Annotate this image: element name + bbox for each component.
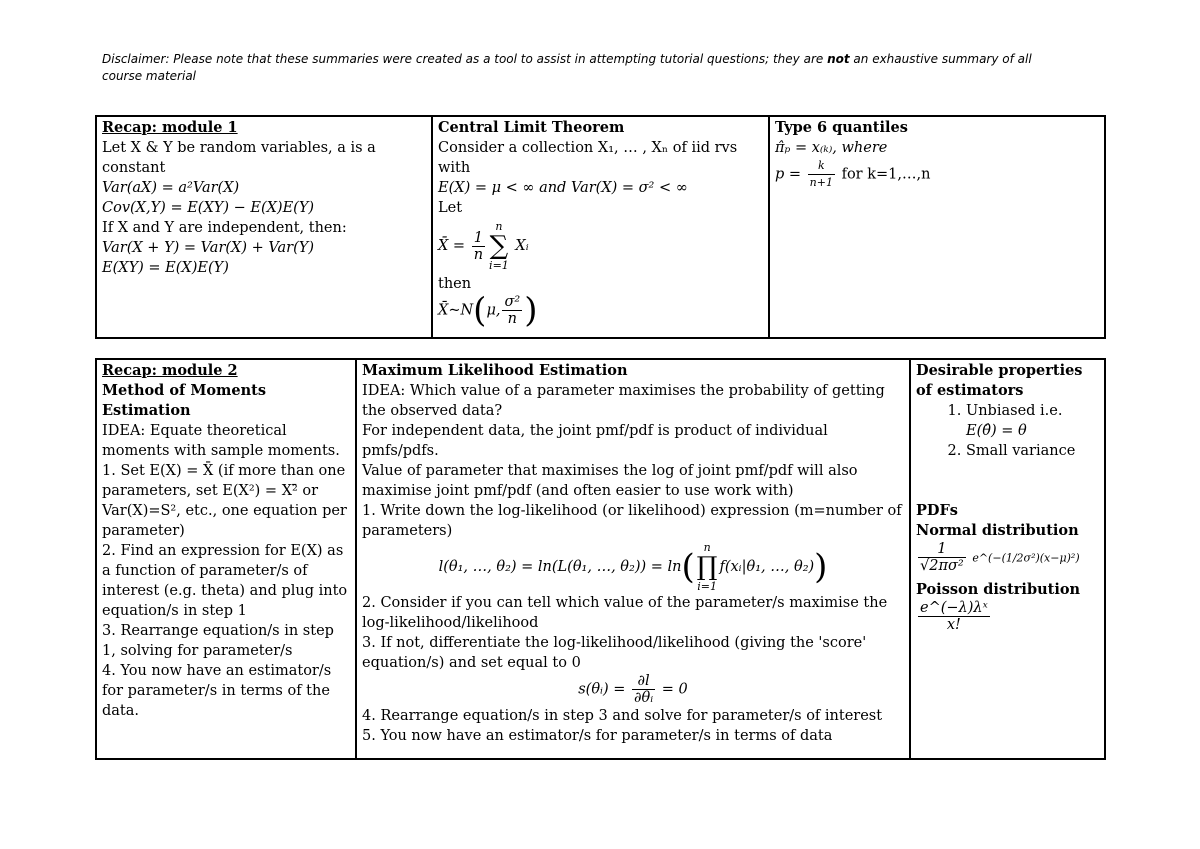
poisson-pdf-formula bbox=[916, 600, 1099, 633]
normal-pdf-formula bbox=[916, 541, 1099, 574]
mle-p2: Value of parameter that maximises the log of joint pmf/pdf will also maximise joint pmf/pdf (and often easier to use work with) bbox=[362, 463, 858, 499]
quantiles-fraction bbox=[808, 158, 835, 191]
normal-num: 1 bbox=[918, 541, 966, 558]
clt-sum-top: n bbox=[495, 220, 503, 233]
recap-module-1-title: Recap: module 1 bbox=[102, 119, 238, 136]
recap1-eq-varsum: Var(X + Y) = Var(X) + Var(Y) bbox=[102, 240, 314, 256]
mle-step1: 1. Write down the log-likelihood (or likelihood) expression (m=number of parameters) bbox=[362, 503, 902, 539]
mom-step2: 2. Find an expression for E(X) as a function of parameter/s of interest (e.g. theta) and plug into equation/s in step 1 bbox=[102, 543, 348, 619]
mle-eq-left: l(θ₁, …, θ₂) = ln(L(θ₁, …, θ₂)) = ln bbox=[438, 559, 682, 575]
mom-step4: 4. You now have an estimator/s for parameter/s in terms of the data. bbox=[102, 663, 332, 719]
clt-dist-mu: μ, bbox=[486, 302, 501, 319]
clt-term: Xᵢ bbox=[515, 238, 529, 254]
mle-step2: 2. Consider if you can tell which value of the parameter/s maximise the log-likelihood/likelihood bbox=[362, 595, 888, 631]
sigma-icon: ∑ bbox=[489, 231, 509, 261]
mle-cell bbox=[356, 359, 910, 759]
mle-score-fraction bbox=[632, 673, 655, 706]
log-likelihood-formula bbox=[362, 541, 904, 593]
recap1-eq-expprod: E(XY) = E(X)E(Y) bbox=[102, 260, 229, 276]
recap1-eq-cov: Cov(X,Y) = E(XY) − E(X)E(Y) bbox=[102, 200, 315, 216]
poisson-fraction bbox=[918, 600, 990, 633]
clt-dist-num: σ² bbox=[504, 294, 521, 310]
clt-then: then bbox=[438, 276, 472, 292]
mle-prod-bottom: i=1 bbox=[697, 580, 717, 593]
mle-prod-top: n bbox=[703, 541, 711, 554]
mle-score-num: ∂l bbox=[632, 673, 655, 690]
mle-eq-term: f(xᵢ|θ₁, …, θ₂) bbox=[719, 559, 815, 575]
poisson-den: x! bbox=[946, 617, 961, 633]
mle-p1: For independent data, the joint pmf/pdf is product of individual pmfs/pdfs. bbox=[362, 423, 828, 459]
left-paren-icon: ( bbox=[681, 547, 695, 587]
props-item1-eq: E(θ̂) = θ bbox=[966, 423, 1027, 439]
clt-xbar: X̄ = bbox=[438, 238, 466, 254]
mle-score-right: = 0 bbox=[661, 681, 688, 698]
clt-dist-fraction bbox=[502, 294, 522, 327]
clt-sum-bottom: i=1 bbox=[489, 259, 509, 272]
mle-step4: 4. Rearrange equation/s in step 3 and solve for parameter/s of interest bbox=[362, 708, 883, 724]
mle-score-left: s(θᵢ) = bbox=[578, 681, 626, 698]
props-item-unbiased bbox=[966, 401, 1099, 441]
props-list bbox=[916, 401, 1099, 461]
props-item2: Small variance bbox=[966, 443, 1076, 459]
product-symbol bbox=[697, 541, 718, 593]
clt-let: Let bbox=[438, 200, 463, 216]
clt-fraction bbox=[472, 230, 485, 263]
recap-module-2-title: Recap: module 2 bbox=[102, 362, 238, 379]
quantiles-p-rest: for k=1,…,n bbox=[841, 166, 931, 183]
summary-table-1 bbox=[95, 115, 1106, 339]
mle-step3: 3. If not, differentiate the log-likelihood/likelihood (giving the 'score' equation/s) and set equal to 0 bbox=[362, 635, 867, 671]
quantiles-p-num: k bbox=[808, 158, 835, 175]
mom-step3: 3. Rearrange equation/s in step 1, solving for parameter/s bbox=[102, 623, 334, 659]
mle-idea: IDEA: Which value of a parameter maximises the probability of getting the observed data? bbox=[362, 383, 885, 419]
clt-title: Central Limit Theorem bbox=[438, 119, 625, 136]
mom-subtitle: Method of Moments Estimation bbox=[102, 382, 267, 419]
clt-distribution bbox=[438, 290, 763, 331]
clt-frac-num: 1 bbox=[472, 230, 485, 247]
poisson-title: Poisson distribution bbox=[916, 581, 1081, 598]
pdfs-title: PDFs bbox=[916, 502, 958, 519]
clt-dist-den: n bbox=[507, 311, 518, 327]
props-item1: Unbiased i.e. bbox=[966, 403, 1063, 419]
poisson-num: e^(−λ)λˣ bbox=[920, 600, 988, 616]
normal-exp: e^(−(1/2σ²)(x−μ)²) bbox=[972, 551, 1080, 565]
quantiles-cell bbox=[769, 116, 1105, 338]
method-of-moments-cell bbox=[96, 359, 356, 759]
quantiles-p: p = bbox=[775, 166, 802, 183]
recap1-independence: If X and Y are independent, then: bbox=[102, 220, 347, 236]
mle-title: Maximum Likelihood Estimation bbox=[362, 362, 628, 379]
quantiles-line1: π̂ₚ = x₍ₖ₎, where bbox=[775, 140, 888, 156]
properties-cell bbox=[910, 359, 1105, 759]
mle-step5: 5. You now have an estimator/s for parameter/s in terms of data bbox=[362, 728, 833, 744]
props-item-variance bbox=[966, 441, 1099, 461]
quantiles-p-den: n+1 bbox=[809, 176, 833, 189]
clt-cell bbox=[432, 116, 769, 338]
summary-table-2 bbox=[95, 358, 1106, 760]
normal-title: Normal distribution bbox=[916, 522, 1079, 539]
right-paren-icon: ) bbox=[524, 290, 538, 331]
recap-module-1-cell bbox=[96, 116, 432, 338]
clt-frac-den: n bbox=[473, 246, 484, 263]
product-icon: ∏ bbox=[696, 552, 718, 582]
disclaimer bbox=[102, 51, 1062, 85]
normal-fraction bbox=[918, 541, 966, 574]
mle-score-den: ∂θᵢ bbox=[634, 690, 654, 706]
left-paren-icon: ( bbox=[473, 290, 487, 331]
disclaimer-suffix: an exhaustive summary of all course material bbox=[102, 52, 1032, 83]
quantiles-p-line bbox=[775, 158, 1099, 191]
right-paren-icon: ) bbox=[814, 547, 828, 587]
normal-den: √2πσ² bbox=[920, 558, 964, 574]
mom-step1: 1. Set E(X) = X̄ (if more than one parameters, set E(X²) = X²̄ or Var(X)=S², etc., one equation per parameter) bbox=[102, 463, 347, 539]
clt-mean-formula bbox=[438, 218, 763, 274]
recap1-intro: Let X & Y be random variables, a is a constant bbox=[102, 140, 376, 176]
sum-symbol bbox=[489, 220, 509, 272]
mom-idea: IDEA: Equate theoretical moments with sample moments. bbox=[102, 423, 340, 459]
clt-line2: E(X) = μ < ∞ and Var(X) = σ² < ∞ bbox=[438, 180, 688, 196]
score-formula bbox=[362, 673, 904, 706]
recap1-eq-var: Var(aX) = a²Var(X) bbox=[102, 180, 240, 196]
disclaimer-prefix: Disclaimer: Please note that these summaries were created as a tool to assist in attempting tutorial questions; they are bbox=[102, 52, 828, 66]
props-title: Desirable properties of estimators bbox=[916, 362, 1083, 399]
clt-dist: X̄~N bbox=[438, 302, 474, 319]
clt-line1: Consider a collection X₁, … , Xₙ of iid rvs with bbox=[438, 140, 738, 176]
disclaimer-emphasis: not bbox=[827, 52, 850, 66]
quantiles-title: Type 6 quantiles bbox=[775, 119, 908, 136]
